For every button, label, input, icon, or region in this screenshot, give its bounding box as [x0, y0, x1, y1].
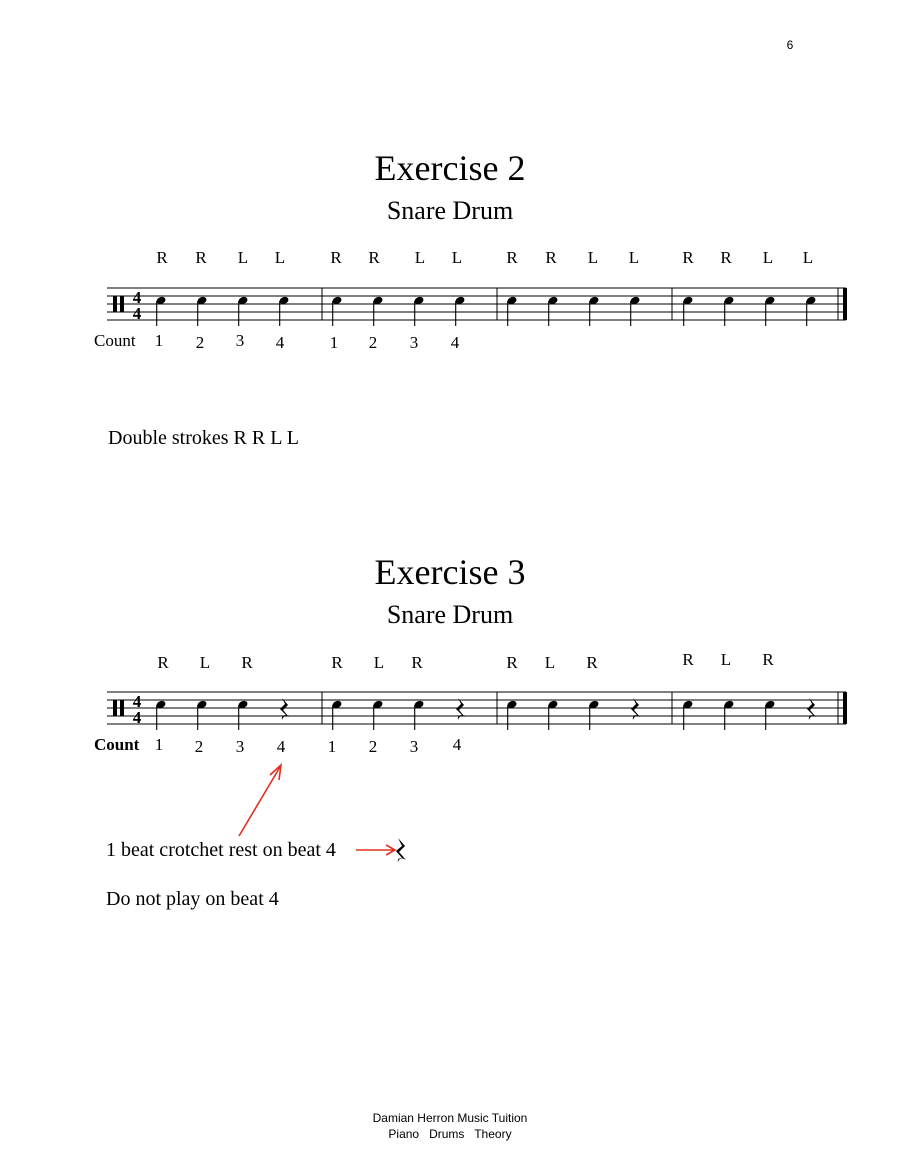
crotchet-note-icon — [454, 296, 465, 326]
count-number: 3 — [409, 333, 419, 352]
crotchet-note-icon — [629, 296, 640, 326]
crotchet-note-icon — [155, 700, 166, 730]
count-label: Count — [94, 331, 136, 350]
footer-subjects: Piano Drums Theory — [388, 1127, 512, 1141]
sticking-letter: R — [545, 248, 557, 267]
sticking-letter: L — [762, 248, 774, 267]
footer-tuition-name: Damian Herron Music Tuition — [372, 1111, 528, 1125]
sticking-letter: L — [451, 248, 463, 267]
time-signature-top: 4 — [132, 288, 142, 307]
sticking-letter: R — [330, 248, 342, 267]
sticking-letter: R — [682, 650, 694, 669]
sticking-letter: L — [274, 248, 286, 267]
exercise-2-staff — [0, 280, 900, 330]
crotchet-note-icon — [155, 296, 166, 326]
sticking-letter: R — [156, 248, 168, 267]
exercise-3-subtitle: Snare Drum — [386, 600, 514, 629]
count-number: 3 — [409, 737, 419, 756]
sticking-letter: L — [199, 653, 211, 672]
sticking-letter: R — [368, 248, 380, 267]
sticking-letter: R — [506, 248, 518, 267]
crotchet-note-icon — [372, 296, 383, 326]
sticking-letter: R — [682, 248, 694, 267]
percussion-clef-icon — [120, 700, 124, 716]
exercise-2-description: Double strokes R R L L — [108, 427, 299, 449]
crotchet-note-icon — [723, 700, 734, 730]
sticking-letter: R — [411, 653, 423, 672]
rest-explanation: 1 beat crotchet rest on beat 4 — [106, 839, 336, 861]
count-number: 2 — [195, 333, 205, 352]
count-number: 3 — [235, 737, 245, 756]
crotchet-note-icon — [237, 700, 248, 730]
crotchet-note-icon — [331, 700, 342, 730]
sticking-letter: R — [586, 653, 598, 672]
crotchet-note-icon — [764, 700, 775, 730]
count-number: 1 — [329, 333, 339, 352]
crotchet-note-icon — [413, 700, 424, 730]
sticking-letter: L — [237, 248, 249, 267]
exercise-2-title: Exercise 2 — [374, 148, 526, 188]
count-number: 2 — [368, 737, 378, 756]
crotchet-note-icon — [547, 296, 558, 326]
crotchet-note-icon — [237, 296, 248, 326]
crotchet-rest-icon — [631, 698, 640, 720]
crotchet-note-icon — [506, 296, 517, 326]
final-barline-thick — [843, 288, 847, 320]
arrow-to-beat-4-icon — [239, 765, 281, 836]
sticking-letter: L — [587, 248, 599, 267]
sticking-letter: L — [802, 248, 814, 267]
sticking-letter: L — [373, 653, 385, 672]
count-number: 1 — [327, 737, 337, 756]
crotchet-note-icon — [805, 296, 816, 326]
sticking-letter: R — [331, 653, 343, 672]
sticking-letter: R — [720, 248, 732, 267]
sticking-letter: R — [762, 650, 774, 669]
final-barline-thick — [843, 692, 847, 724]
crotchet-note-icon — [196, 700, 207, 730]
exercise-3-staff — [0, 684, 900, 734]
time-signature-top: 4 — [132, 692, 142, 711]
percussion-clef-icon — [120, 296, 124, 312]
crotchet-note-icon — [506, 700, 517, 730]
count-number: 1 — [154, 735, 164, 754]
exercise-3-title: Exercise 3 — [374, 552, 526, 592]
crotchet-note-icon — [413, 296, 424, 326]
count-number: 4 — [275, 333, 285, 352]
count-number: 2 — [368, 333, 378, 352]
crotchet-rest-icon — [807, 698, 816, 720]
sticking-letter: R — [241, 653, 253, 672]
sticking-letter: R — [157, 653, 169, 672]
sticking-letter: L — [628, 248, 640, 267]
percussion-clef-icon — [113, 700, 117, 716]
sticking-letter: L — [544, 653, 556, 672]
arrow-to-rest-symbol-icon — [356, 845, 395, 855]
crotchet-note-icon — [764, 296, 775, 326]
crotchet-note-icon — [588, 700, 599, 730]
count-number: 1 — [154, 331, 164, 350]
count-number: 4 — [452, 735, 462, 754]
sticking-letter: R — [195, 248, 207, 267]
count-label: Count — [94, 735, 140, 754]
crotchet-note-icon — [723, 296, 734, 326]
crotchet-note-icon — [682, 296, 693, 326]
count-number: 3 — [235, 331, 245, 350]
sticking-letter: L — [720, 650, 732, 669]
page-number: 6 — [786, 38, 794, 52]
crotchet-note-icon — [682, 700, 693, 730]
count-number: 4 — [276, 737, 286, 756]
crotchet-note-icon — [331, 296, 342, 326]
count-number: 2 — [194, 737, 204, 756]
crotchet-note-icon — [278, 296, 289, 326]
sticking-letter: R — [506, 653, 518, 672]
exercise-2-subtitle: Snare Drum — [386, 196, 514, 225]
percussion-clef-icon — [113, 296, 117, 312]
crotchet-rest-icon — [280, 698, 289, 720]
crotchet-note-icon — [588, 296, 599, 326]
exercise-3-instruction: Do not play on beat 4 — [106, 888, 279, 910]
crotchet-note-icon — [196, 296, 207, 326]
crotchet-rest-icon — [396, 838, 406, 862]
time-signature-bottom: 4 — [132, 708, 142, 727]
time-signature-bottom: 4 — [132, 304, 142, 323]
count-number: 4 — [450, 333, 460, 352]
sticking-letter: L — [414, 248, 426, 267]
crotchet-rest-icon — [456, 698, 465, 720]
crotchet-note-icon — [372, 700, 383, 730]
crotchet-note-icon — [547, 700, 558, 730]
